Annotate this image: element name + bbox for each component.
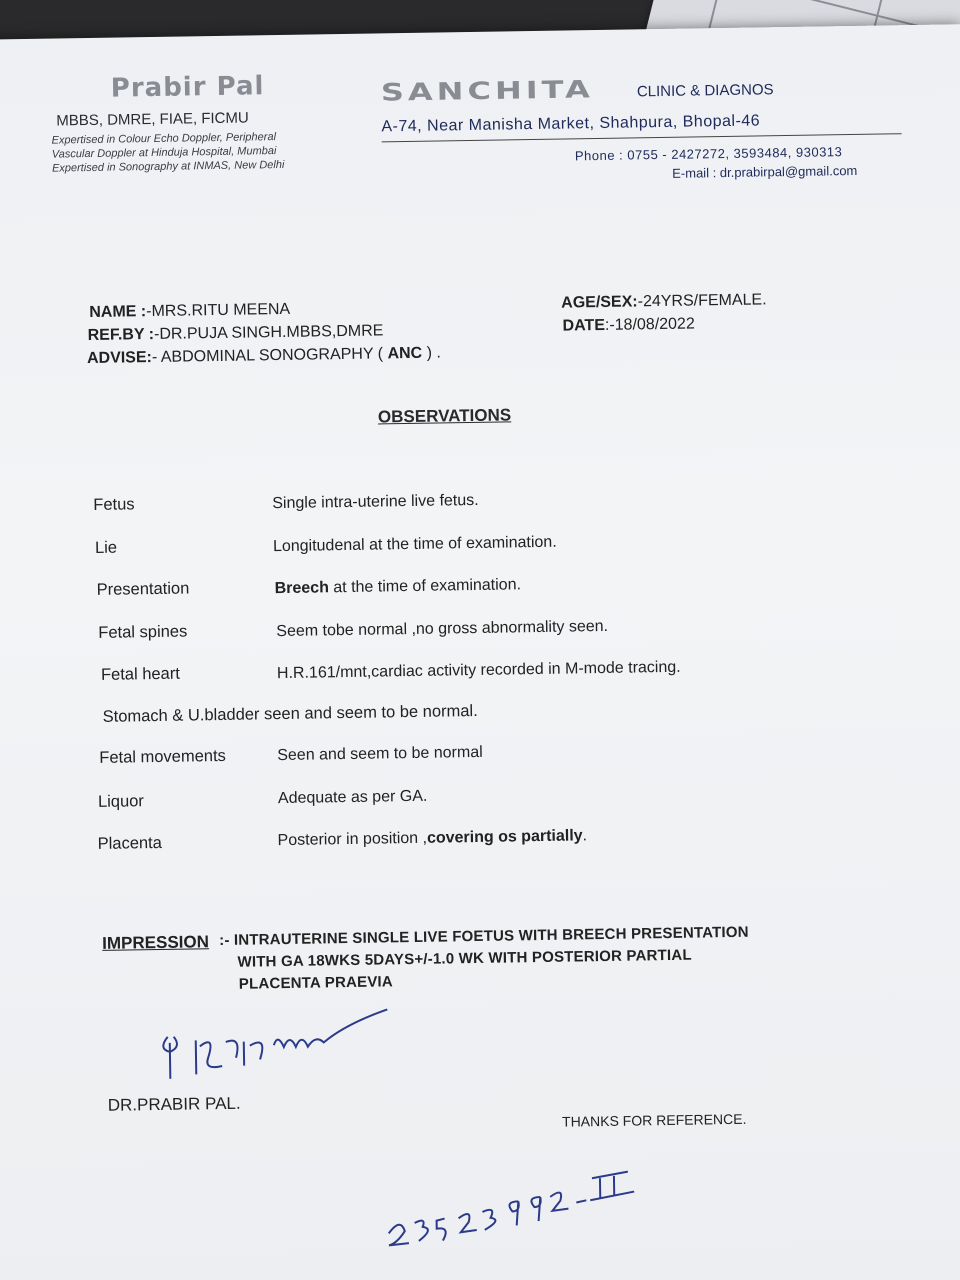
- impression-line-2: WITH GA 18WKS 5DAYS+/-1.0 WK WITH POSTERIOR PARTIAL: [237, 946, 692, 971]
- observations-title: OBSERVATIONS: [377, 405, 512, 427]
- impression-label: IMPRESSION: [102, 932, 210, 953]
- obs-label-lie: Lie: [94, 538, 118, 557]
- advise-label: ADVISE:: [86, 349, 153, 368]
- obs-label-presentation: Presentation: [96, 579, 190, 599]
- referred-by: [88, 322, 384, 345]
- doctor-signature: [155, 993, 396, 1087]
- name-value: -MRS.RITU MEENA: [146, 300, 291, 321]
- obs-label-fetal-movements: Fetal movements: [99, 746, 226, 767]
- expertise-line-2: Vascular Doppler at Hinduja Hospital, Mumbai: [51, 145, 277, 161]
- clinic-email: E-mail : dr.prabirpal@gmail.com: [672, 162, 858, 181]
- report-sheet: [0, 24, 960, 1280]
- patient-name: [89, 301, 290, 322]
- advise-bold: ANC: [387, 344, 423, 363]
- obs-stomach-bladder: Stomach & U.bladder seen and seem to be normal.: [102, 701, 478, 726]
- signature-date: 18/07: [196, 1071, 199, 1073]
- obs-value-lie: Longitudenal at the time of examination.: [272, 533, 557, 556]
- obs-label-fetus: Fetus: [93, 495, 135, 514]
- obs-value-placenta: [277, 827, 587, 850]
- clinic-address: A-74, Near Manisha Market, Shahpura, Bhopal-46: [381, 112, 761, 136]
- thanks-for-reference: THANKS FOR REFERENCE.: [561, 1110, 747, 1130]
- obs-value-presentation: [275, 576, 522, 598]
- name-label: NAME :: [89, 303, 147, 322]
- expertise-line-3: Expertised in Sonography at INMAS, New Delhi: [51, 158, 285, 175]
- impression-line-3: PLACENTA PRAEVIA: [238, 973, 394, 993]
- advise-value: - ABDOMINAL SONOGRAPHY (: [151, 345, 384, 367]
- clinic-logo: SANCHITA: [380, 74, 594, 107]
- advise-end: ) .: [426, 344, 441, 362]
- report-date: [562, 315, 695, 335]
- presentation-bold: Breech: [274, 579, 330, 598]
- date-value: :-18/08/2022: [604, 315, 695, 334]
- obs-value-liquor: Adequate as per GA.: [277, 787, 428, 808]
- obs-value-fetal-spines: Seem tobe normal ,no gross abnormality seen.: [276, 617, 609, 641]
- doctor-degrees: MBBS, DMRE, FIAE, FICMU: [56, 109, 249, 130]
- agesex-label: AGE/SEX:: [561, 293, 638, 312]
- date-label: DATE: [562, 316, 606, 335]
- obs-label-liquor: Liquor: [97, 792, 144, 811]
- obs-label-fetal-heart: Fetal heart: [100, 664, 180, 684]
- presentation-rest: at the time of examination.: [328, 576, 522, 597]
- expertise-line-1: Expertised in Colour Echo Doppler, Peripheral: [51, 131, 277, 147]
- age-sex: [561, 291, 767, 312]
- placenta-start: Posterior in position ,: [277, 829, 428, 850]
- doctor-name-header: Prabir Pal: [110, 71, 265, 104]
- obs-value-fetal-heart: H.R.161/mnt,cardiac activity recorded in M-mode tracing.: [276, 658, 681, 683]
- refby-value: -DR.PUJA SINGH.MBBS,DMRE: [153, 322, 384, 343]
- doctor-signoff: DR.PRABIR PAL.: [107, 1093, 241, 1115]
- obs-label-placenta: Placenta: [97, 833, 162, 853]
- obs-label-fetal-spines: Fetal spines: [98, 622, 188, 642]
- placenta-end: .: [582, 827, 588, 845]
- handwritten-note: [378, 1159, 679, 1254]
- placenta-bold: covering os partially: [426, 827, 583, 847]
- obs-value-fetus: Single intra-uterine live fetus.: [272, 491, 479, 513]
- advise: [87, 344, 441, 368]
- agesex-value: -24YRS/FEMALE.: [637, 291, 767, 311]
- clinic-phone: Phone : 0755 - 2427272, 3593484, 930313: [574, 144, 843, 164]
- refby-label: REF.BY :: [87, 325, 155, 345]
- obs-value-fetal-movements: Seen and seem to be normal: [277, 743, 483, 765]
- clinic-tagline: CLINIC & DIAGNOS: [636, 81, 774, 101]
- impression-line-1: :- INTRAUTERINE SINGLE LIVE FOETUS WITH BREECH PRESENTATION: [219, 923, 749, 950]
